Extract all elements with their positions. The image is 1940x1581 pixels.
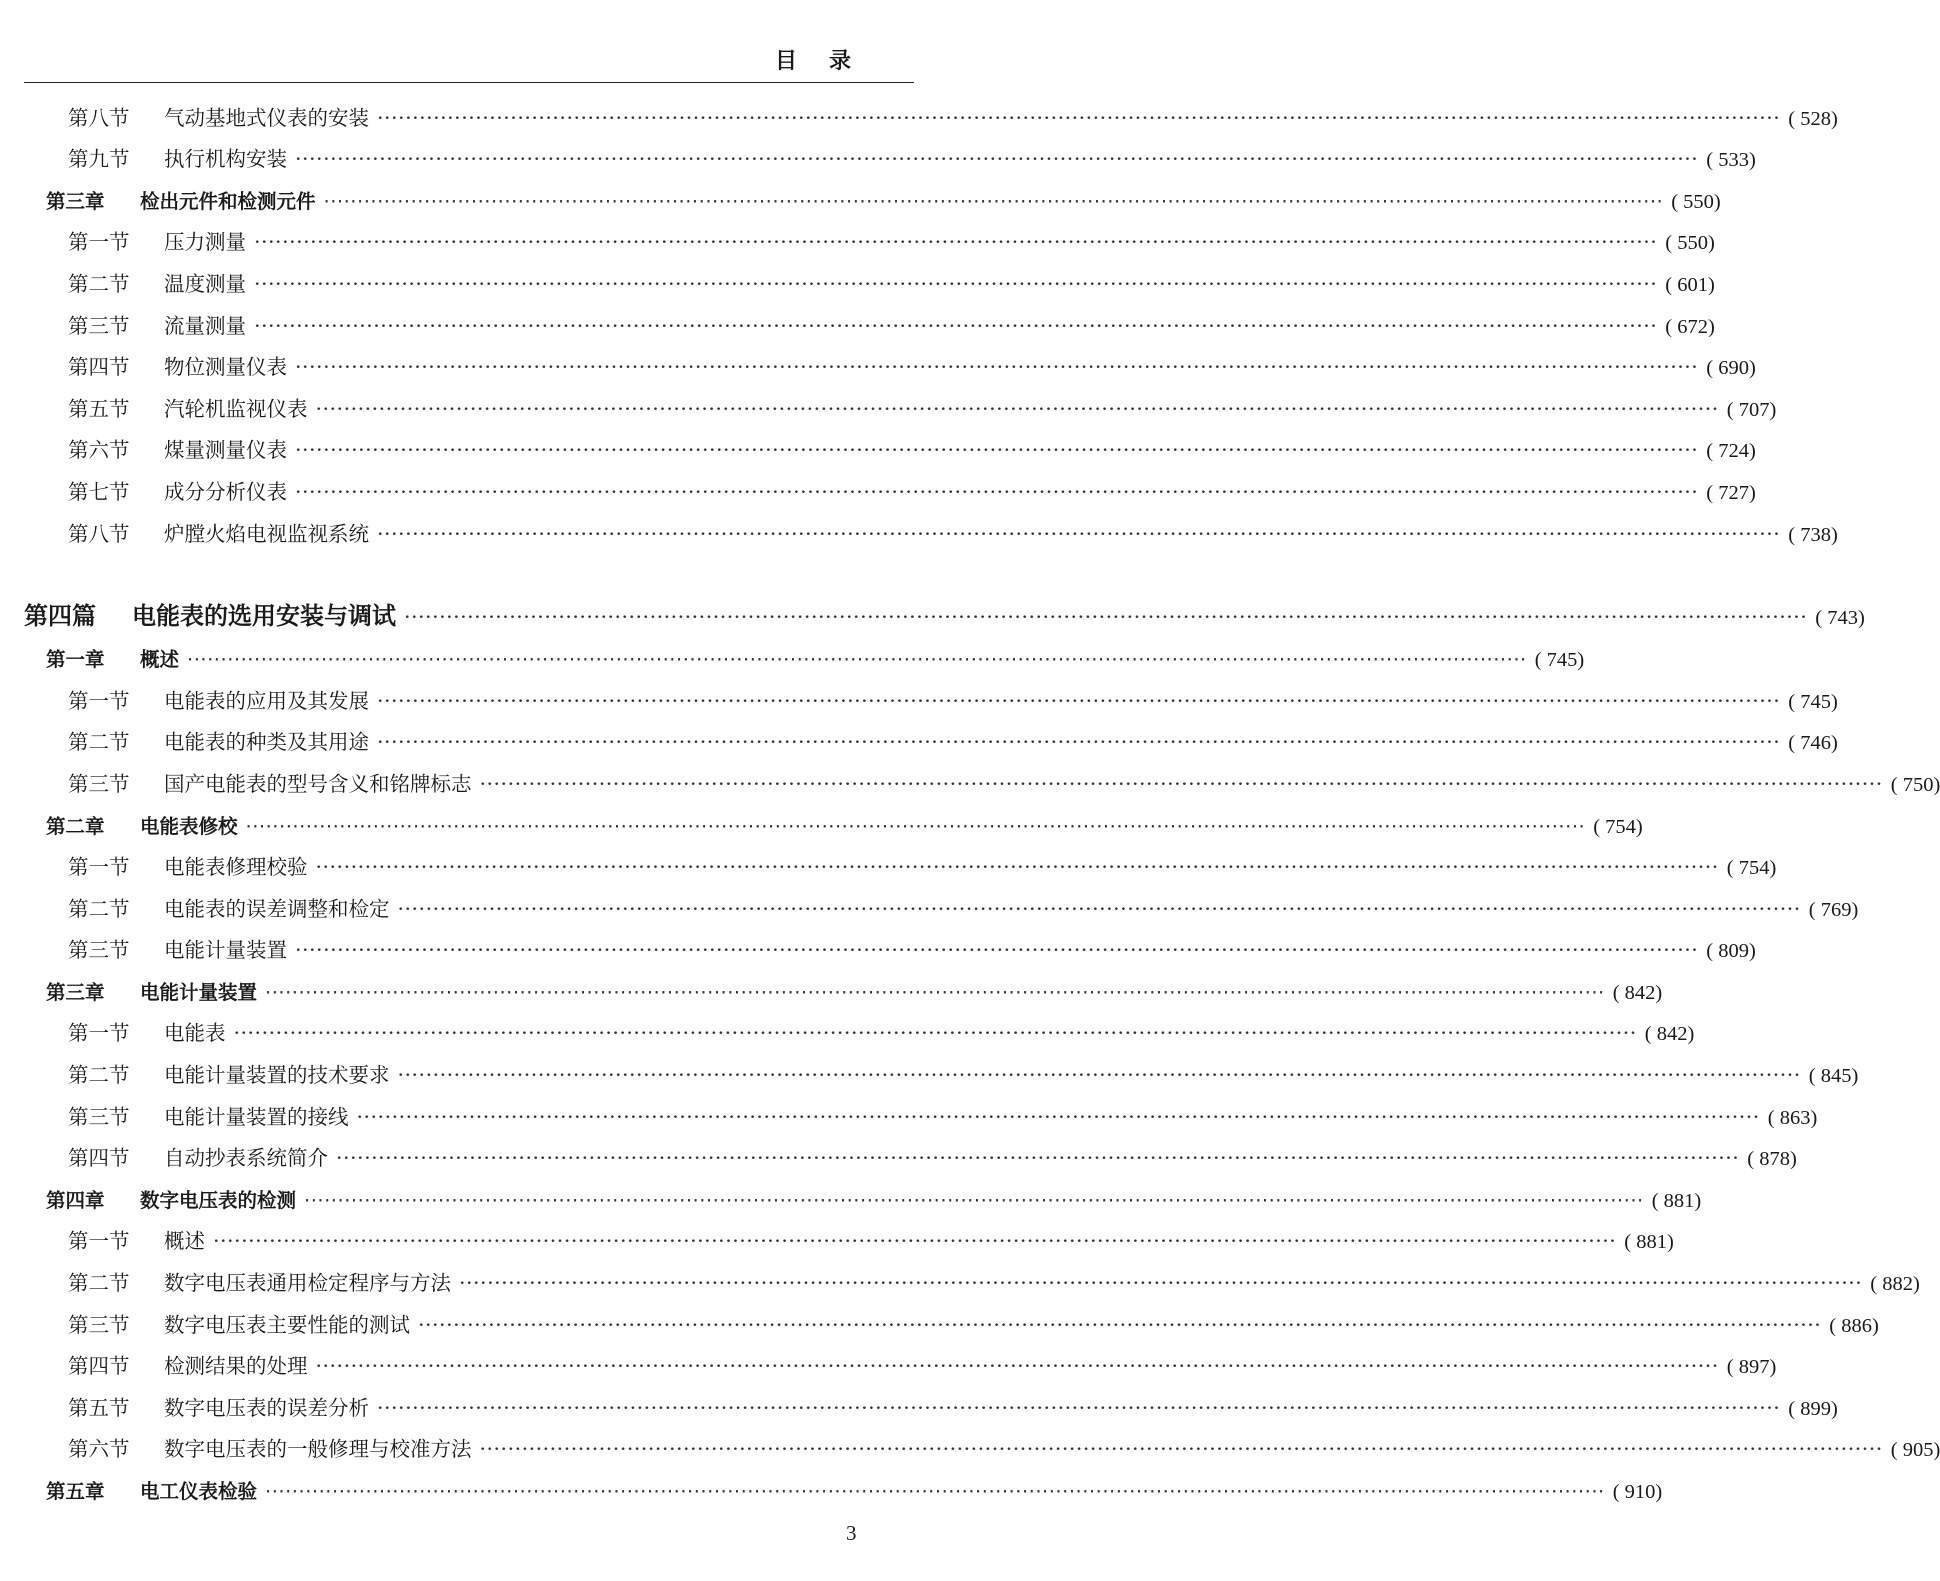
- entry-number: 第三节: [68, 313, 130, 338]
- toc-entry-chapter: [0, 1473, 1663, 1515]
- entry-page-number: 910: [1624, 1481, 1656, 1503]
- entry-page: ( 746): [1788, 732, 1838, 755]
- dot-leader: ········································································································································································································: [377, 105, 1781, 130]
- entry-title: 汽轮机监视仪表: [164, 396, 308, 421]
- toc-entry-section: [0, 891, 1859, 933]
- entry-page-number: 707: [1738, 398, 1770, 421]
- dot-leader: ········································································································································································································: [295, 147, 1699, 172]
- toc-entry-section: [0, 1307, 1879, 1349]
- entry-page-number: 745: [1546, 649, 1578, 672]
- entry-page-number: 745: [1800, 690, 1831, 713]
- entry-page-number: 533: [1718, 149, 1749, 172]
- entry-page: ( 528): [1788, 107, 1838, 130]
- dot-leader: ········································································································································································································: [254, 271, 1658, 296]
- entry-number: 第四节: [68, 1146, 130, 1171]
- entry-title: 温度测量: [164, 271, 246, 296]
- entry-number: 第三章: [46, 980, 105, 1004]
- entry-title: 压力测量: [164, 230, 246, 255]
- entry-page: ( 845): [1808, 1065, 1859, 1088]
- entry-number: 第一节: [68, 1229, 130, 1254]
- entry-page-number: 601: [1677, 273, 1708, 296]
- dot-leader: ········································································································································································································: [377, 730, 1781, 755]
- toc-entry-section: [0, 933, 1756, 975]
- toc-entry-part: [0, 598, 1865, 642]
- toc-entry-section: [0, 1141, 1797, 1183]
- entry-title: 概述: [164, 1229, 205, 1254]
- toc-entry-section: [0, 266, 1715, 308]
- toc-entry-section: [0, 516, 1838, 558]
- dot-leader: ········································································································································································································: [213, 1229, 1617, 1254]
- toc-entry-section: [0, 433, 1756, 475]
- toc-entry-chapter: [0, 642, 1585, 684]
- toc-entry-section: [0, 350, 1756, 392]
- table-of-contents: [0, 100, 1940, 1515]
- entry-page: ( 754): [1593, 815, 1643, 838]
- entry-number: 第六节: [68, 1437, 130, 1462]
- dot-leader: ········································································································································································································: [479, 771, 1883, 796]
- dot-leader: ········································································································································································································: [377, 1395, 1781, 1420]
- header-rule: [24, 82, 914, 83]
- entry-number: 第一节: [68, 688, 130, 713]
- entry-page: ( 882): [1870, 1273, 1920, 1296]
- entry-title: 电能计量装置: [164, 938, 287, 963]
- toc-entry-section: [0, 100, 1838, 142]
- toc-entry-section: [0, 225, 1715, 267]
- toc-entry-section: [0, 1057, 1859, 1099]
- entry-page: ( 769): [1808, 898, 1859, 921]
- entry-number: 第二节: [68, 271, 130, 296]
- dot-leader: ········································································································································································································: [295, 479, 1699, 504]
- entry-number: 第一节: [68, 855, 130, 880]
- entry-number: 第九节: [68, 147, 130, 172]
- dot-leader: ········································································································································································································: [187, 648, 1527, 672]
- dot-leader: ········································································································································································································: [479, 1437, 1883, 1462]
- entry-title: 成分分析仪表: [164, 479, 287, 504]
- dot-leader: ········································································································································································································: [295, 355, 1699, 380]
- dot-leader: ········································································································································································································: [377, 688, 1781, 713]
- entry-page: ( 707): [1726, 398, 1777, 421]
- entry-page-number: 842: [1656, 1023, 1688, 1046]
- dot-leader: ········································································································································································································: [233, 1021, 1637, 1046]
- entry-title: 电能表的应用及其发展: [164, 688, 369, 713]
- entry-page-number: 881: [1636, 1231, 1667, 1254]
- entry-page: ( 738): [1788, 523, 1838, 546]
- dot-leader: ········································································································································································································: [459, 1271, 1863, 1296]
- entry-page: ( 905): [1890, 1439, 1940, 1462]
- entry-number: 第五节: [68, 396, 130, 421]
- dot-leader: ········································································································································································································: [295, 438, 1699, 463]
- entry-page-number: 743: [1827, 606, 1858, 629]
- dot-leader: ········································································································································································································: [295, 938, 1699, 963]
- page-number: 3: [846, 1521, 857, 1545]
- entry-page: ( 754): [1726, 857, 1777, 880]
- entry-title: 执行机构安装: [164, 147, 287, 172]
- entry-page: ( 745): [1534, 649, 1585, 672]
- toc-entry-section: [0, 850, 1777, 892]
- entry-page: ( 727): [1706, 481, 1756, 504]
- toc-entry-section: [0, 391, 1777, 433]
- entry-page-number: 750: [1902, 773, 1934, 796]
- entry-page: ( 550): [1671, 190, 1721, 213]
- entry-page-number: 842: [1624, 981, 1656, 1004]
- entry-page: ( 724): [1706, 440, 1756, 463]
- entry-page-number: 863: [1779, 1106, 1811, 1129]
- dot-leader: ········································································································································································································: [418, 1312, 1822, 1337]
- running-header-title: 目录: [775, 49, 884, 74]
- entry-page: ( 690): [1706, 357, 1756, 380]
- entry-title: 检测结果的处理: [164, 1354, 308, 1379]
- dot-leader: ········································································································································································································: [404, 604, 1808, 629]
- entry-number: 第三节: [68, 771, 130, 796]
- toc-entry-section: [0, 725, 1838, 767]
- toc-entry-section: [0, 1224, 1674, 1266]
- dot-leader: ········································································································································································································: [245, 814, 1586, 838]
- entry-title: 概述: [140, 648, 180, 672]
- entry-page-number: 845: [1820, 1065, 1852, 1088]
- entry-number: 第六节: [68, 438, 130, 463]
- entry-page: ( 897): [1726, 1356, 1777, 1379]
- entry-page-number: 746: [1800, 732, 1831, 755]
- dot-leader: ········································································································································································································: [336, 1146, 1740, 1171]
- dot-leader: ········································································································································································································: [265, 1480, 1605, 1503]
- entry-page-number: 550: [1677, 232, 1708, 255]
- entry-number: 第二节: [68, 1063, 130, 1088]
- entry-page-number: 690: [1718, 357, 1749, 380]
- entry-title: 检出元件和检测元件: [140, 189, 316, 213]
- entry-title: 数字电压表通用检定程序与方法: [164, 1271, 451, 1296]
- entry-title: 物位测量仪表: [164, 355, 287, 380]
- entry-page-number: 727: [1718, 481, 1749, 504]
- entry-title: 电能计量装置的接线: [164, 1104, 349, 1129]
- entry-page: ( 863): [1767, 1106, 1818, 1129]
- entry-page: ( 910): [1612, 1481, 1663, 1503]
- entry-title: 电能表修理校验: [164, 855, 308, 880]
- dot-leader: ········································································································································································································: [304, 1188, 1644, 1212]
- entry-title: 电能表: [164, 1021, 226, 1046]
- toc-entry-section: [0, 1016, 1695, 1058]
- entry-page-number: 899: [1800, 1397, 1831, 1420]
- entry-page-number: 528: [1800, 107, 1831, 130]
- entry-page: ( 881): [1651, 1189, 1702, 1212]
- toc-entry-section: [0, 1099, 1818, 1141]
- entry-page-number: 881: [1663, 1189, 1695, 1212]
- toc-entry-chapter: [0, 1182, 1702, 1224]
- entry-number: 第三节: [68, 938, 130, 963]
- entry-page: ( 899): [1788, 1397, 1838, 1420]
- entry-title: 数字电压表的检测: [140, 1188, 297, 1212]
- entry-page-number: 754: [1605, 815, 1636, 838]
- toc-entry-section: [0, 1349, 1777, 1391]
- entry-page: ( 842): [1612, 981, 1663, 1004]
- entry-title: 电能表的误差调整和检定: [164, 896, 390, 921]
- dot-leader: ········································································································································································································: [377, 521, 1781, 546]
- toc-entry-section: [0, 474, 1756, 516]
- entry-number: 第八节: [68, 105, 130, 130]
- entry-title: 电能计量装置: [140, 980, 258, 1004]
- entry-number: 第四节: [68, 1354, 130, 1379]
- entry-number: 第一章: [46, 648, 105, 672]
- toc-entry-section: [0, 142, 1756, 184]
- entry-number: 第三节: [68, 1104, 130, 1129]
- toc-entry-section: [0, 683, 1838, 725]
- entry-page-number: 754: [1738, 857, 1770, 880]
- entry-title: 数字电压表的误差分析: [164, 1395, 369, 1420]
- entry-page: ( 809): [1706, 940, 1756, 963]
- entry-number: 第八节: [68, 521, 130, 546]
- entry-number: 第二节: [68, 896, 130, 921]
- toc-entry-section: [0, 1390, 1838, 1432]
- entry-number: 第一节: [68, 230, 130, 255]
- entry-number: 第二节: [68, 1271, 130, 1296]
- toc-entry-section: [0, 1432, 1940, 1474]
- dot-leader: ········································································································································································································: [254, 230, 1658, 255]
- dot-leader: ········································································································································································································: [254, 313, 1658, 338]
- entry-number: 第三章: [46, 189, 105, 213]
- entry-page: ( 533): [1706, 149, 1756, 172]
- entry-page-number: 724: [1718, 440, 1749, 463]
- entry-page: ( 878): [1747, 1148, 1797, 1171]
- dot-leader: ········································································································································································································: [397, 1063, 1801, 1088]
- entry-title: 流量测量: [164, 313, 246, 338]
- entry-title: 气动基地式仪表的安装: [164, 105, 369, 130]
- entry-page: ( 550): [1665, 232, 1715, 255]
- dot-leader: ········································································································································································································: [315, 1354, 1719, 1379]
- entry-page-number: 897: [1738, 1356, 1770, 1379]
- toc-entry-section: [0, 1265, 1920, 1307]
- entry-page-number: 878: [1759, 1148, 1790, 1171]
- entry-number: 第四篇: [24, 600, 96, 630]
- entry-page: ( 881): [1624, 1231, 1674, 1254]
- entry-number: 第四章: [46, 1188, 105, 1212]
- entry-page-number: 886: [1841, 1314, 1872, 1337]
- dot-leader: ········································································································································································································: [315, 855, 1719, 880]
- entry-title: 电能表的种类及其用途: [164, 730, 369, 755]
- entry-page-number: 882: [1882, 1273, 1913, 1296]
- entry-page-number: 769: [1820, 898, 1852, 921]
- toc-entry-chapter: [0, 183, 1721, 225]
- entry-title: 电工仪表检验: [140, 1480, 258, 1503]
- entry-page: ( 672): [1665, 315, 1715, 338]
- dot-leader: ········································································································································································································: [265, 980, 1605, 1004]
- entry-number: 第二节: [68, 730, 130, 755]
- dot-leader: ········································································································································································································: [397, 896, 1801, 921]
- entry-page: ( 743): [1815, 606, 1865, 629]
- entry-title: 炉膛火焰电视监视系统: [164, 521, 369, 546]
- entry-number: 第五节: [68, 1395, 130, 1420]
- entry-number: 第七节: [68, 479, 130, 504]
- entry-number: 第五章: [46, 1480, 105, 1503]
- entry-title: 电能计量装置的技术要求: [164, 1063, 390, 1088]
- entry-page-number: 550: [1683, 190, 1714, 213]
- entry-page-number: 672: [1677, 315, 1708, 338]
- entry-page: ( 886): [1829, 1314, 1879, 1337]
- entry-page-number: 809: [1718, 940, 1749, 963]
- entry-page-number: 738: [1800, 523, 1831, 546]
- toc-entry-chapter: [0, 808, 1643, 850]
- entry-number: 第一节: [68, 1021, 130, 1046]
- toc-entry-chapter: [0, 974, 1663, 1016]
- entry-title: 国产电能表的型号含义和铭牌标志: [164, 771, 472, 796]
- toc-entry-section: [0, 308, 1715, 350]
- entry-title: 煤量测量仪表: [164, 438, 287, 463]
- entry-title: 自动抄表系统简介: [164, 1146, 328, 1171]
- entry-number: 第四节: [68, 355, 130, 380]
- entry-number: 第三节: [68, 1312, 130, 1337]
- entry-title: 数字电压表主要性能的测试: [164, 1312, 410, 1337]
- entry-page: ( 842): [1644, 1023, 1695, 1046]
- entry-page: ( 745): [1788, 690, 1838, 713]
- entry-title: 数字电压表的一般修理与校准方法: [164, 1437, 472, 1462]
- entry-title: 电能表的选用安装与调试: [132, 600, 396, 630]
- toc-entry-section: [0, 766, 1940, 808]
- entry-number: 第二章: [46, 814, 105, 838]
- dot-leader: ········································································································································································································: [356, 1104, 1760, 1129]
- entry-page: ( 750): [1890, 773, 1940, 796]
- entry-title: 电能表修校: [140, 814, 238, 838]
- dot-leader: ········································································································································································································: [315, 396, 1719, 421]
- dot-leader: ········································································································································································································: [323, 189, 1664, 213]
- entry-page: ( 601): [1665, 273, 1715, 296]
- entry-page-number: 905: [1902, 1439, 1934, 1462]
